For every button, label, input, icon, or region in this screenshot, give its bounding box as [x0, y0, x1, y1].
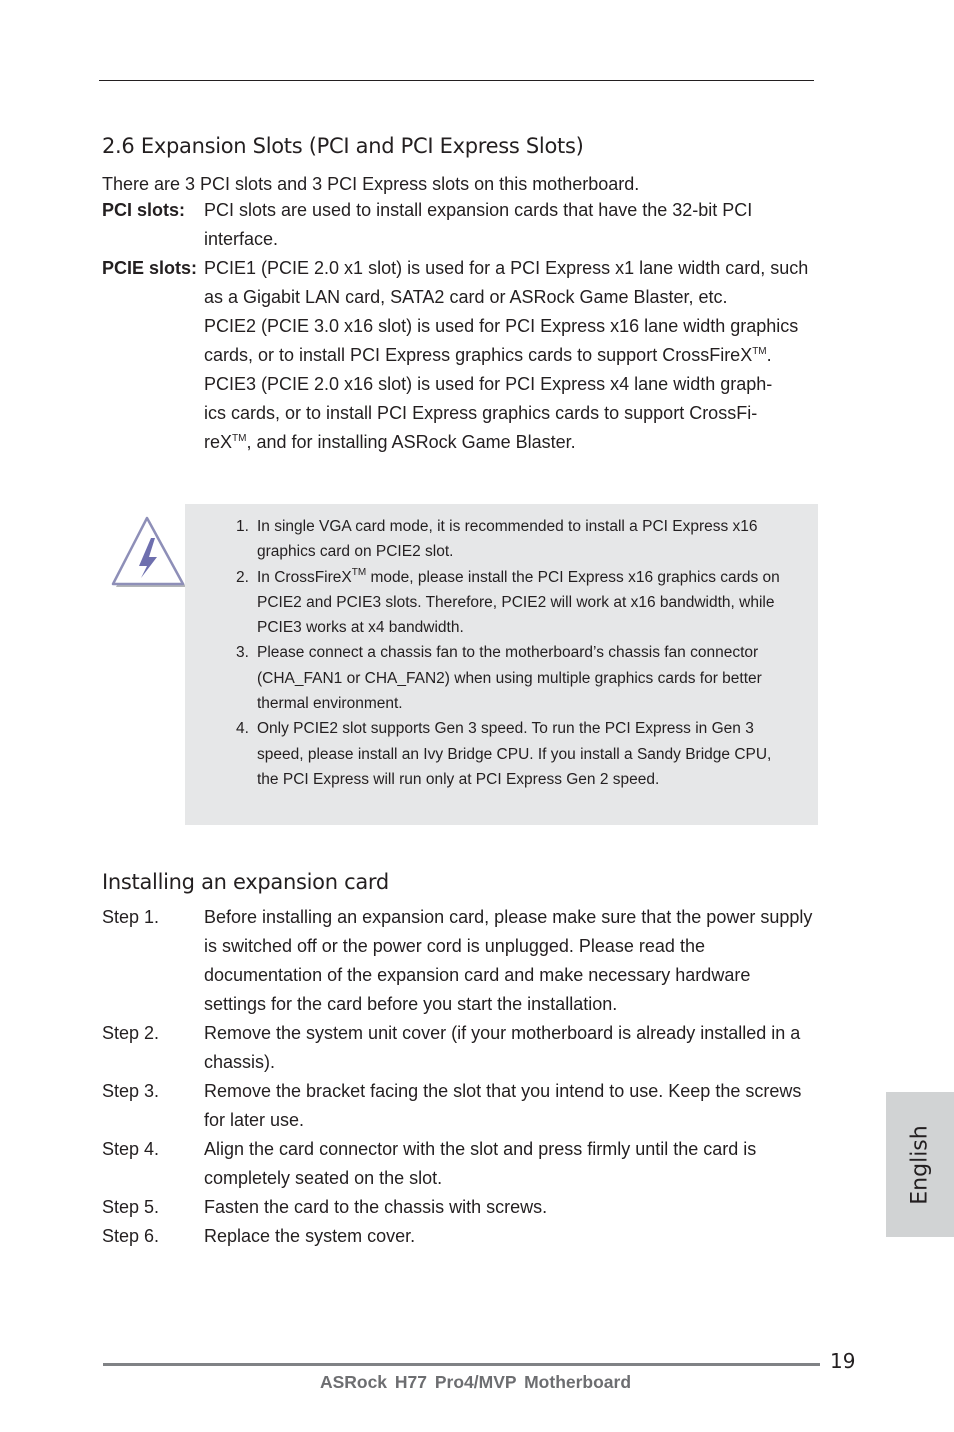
note-item [236, 716, 781, 792]
footer-title: ASRock H77 Pro4/MVP Motherboard [319, 1372, 632, 1392]
step-label: Step 5. [102, 1197, 160, 1217]
step-item [102, 1077, 817, 1135]
language-tab-label: English [907, 1125, 933, 1205]
step-item [102, 903, 817, 1019]
pci-label: PCI slots: [102, 200, 186, 220]
pcie3-end: , and for installing ASRock Game Blaster. [246, 432, 576, 452]
bottom-rule [103, 1363, 820, 1366]
step-item [102, 1193, 817, 1222]
note-number: 1. [236, 518, 249, 535]
install-steps [102, 903, 817, 1251]
note-item [236, 565, 781, 641]
install-title: Installing an expansion card [102, 870, 389, 894]
step-label: Step 2. [102, 1023, 160, 1043]
section-title: 2.6 Expansion Slots (PCI and PCI Express Slots) [102, 134, 584, 158]
note-text: mode, please install the PCI Express x16 graphics cards on PCIE2 and PCIE3 slots. Therefore, PCIE2 will work at x16 bandwidth, while PCIE3 works at x4 bandwidth. [257, 568, 780, 637]
step-item [102, 1019, 817, 1077]
note-item [236, 514, 781, 565]
note-number: 4. [236, 720, 249, 738]
pcie-label: PCIE slots: [102, 258, 198, 278]
step-label: Step 4. [102, 1139, 160, 1159]
note-item [236, 640, 781, 716]
step-text: Remove the bracket facing the slot that you intend to use. Keep the screws for later use. [204, 1081, 802, 1130]
note-text: In single VGA card mode, it is recommended to install a PCI Express x16 graphics card on PCIE2 slot. [257, 518, 758, 561]
page-number: 19 [830, 1349, 856, 1373]
pci-paragraph: PCI slots are used to install expansion cards that have the 32-bit PCI interface. [204, 200, 753, 249]
note-list [236, 514, 781, 792]
step-text: Align the card connector with the slot and press firmly until the card is completely seated on the slot. [204, 1139, 757, 1188]
pcie2-text: PCIE2 (PCIE 3.0 x16 slot) is used for PCI Express x16 lane width graphics cards, or to install PCI Express graphics cards to support CrossFireX [204, 316, 799, 365]
top-rule [99, 80, 814, 81]
note-number: 2. [236, 568, 249, 586]
step-text: Remove the system unit cover (if your motherboard is already installed in a chassis). [204, 1023, 801, 1072]
pcie2-end: . [766, 345, 772, 365]
note-number: 3. [236, 644, 249, 662]
step-item [102, 1222, 817, 1251]
step-text: Before installing an expansion card, please make sure that the power supply is switched off or the power cord is unplugged. Please read the documentation of the expansion card and make necessary hardware settings for the card before you start the installation. [204, 907, 813, 1014]
language-tab [886, 1092, 954, 1237]
pci-text [204, 196, 804, 254]
pcie1-paragraph: PCIE1 (PCIE 2.0 x1 slot) is used for a PCI Express x1 lane width card, such as a Gigabit LAN card, SATA2 card or ASRock Game Blaster, etc. [204, 258, 809, 307]
step-label: Step 3. [102, 1081, 160, 1101]
pcie2-paragraph [204, 312, 816, 370]
step-label: Step 6. [102, 1226, 160, 1246]
note-text: Only PCIE2 slot supports Gen 3 speed. To run the PCI Express in Gen 3 speed, please install an Ivy Bridge CPU. If you install a Sandy Bridge CPU, the PCI Express will run only at PCI Express Gen 2 speed. [257, 720, 772, 788]
warning-icon [110, 516, 188, 590]
section-intro: There are 3 PCI slots and 3 PCI Express slots on this motherboard. [102, 174, 640, 194]
note-text: In CrossFireX [257, 568, 352, 586]
step-text: Fasten the card to the chassis with screws. [204, 1197, 548, 1217]
pcie3-paragraph [204, 370, 790, 457]
trademark: TM [232, 433, 247, 444]
trademark: TM [351, 566, 367, 578]
pcie3-text: PCIE3 (PCIE 2.0 x16 slot) is used for PCI Express x4 lane width graph-ics cards, or to install PCI Express graphics cards to support CrossFi-reX [204, 374, 773, 452]
note-text: Please connect a chassis fan to the motherboard’s chassis fan connector (CHA_FAN1 or CHA_FAN2) when using multiple graphics cards for better thermal environment. [257, 644, 762, 713]
step-text: Replace the system cover. [204, 1226, 416, 1246]
trademark: TM [752, 346, 767, 357]
pcie-text [204, 254, 816, 457]
step-label: Step 1. [102, 907, 160, 927]
step-item [102, 1135, 817, 1193]
